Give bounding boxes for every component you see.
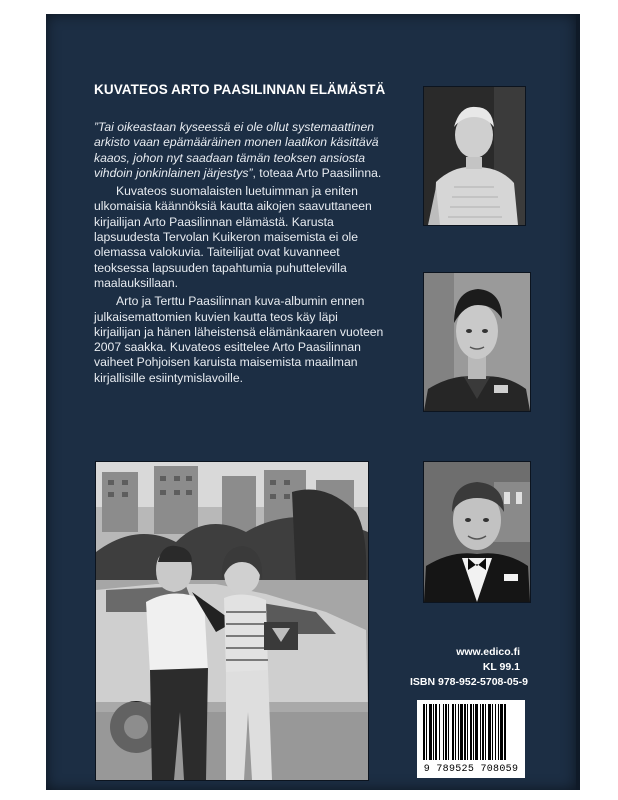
barcode-number: 9 789525 708059: [423, 764, 519, 775]
blurb-paragraph-1: [94, 120, 386, 181]
photo-young-man-uniform: [423, 272, 531, 412]
cover-blurb: [94, 120, 386, 389]
library-class: KL 99.1: [482, 661, 520, 673]
publisher-website: www.edico.fi: [456, 646, 520, 658]
blurb-quote: ”Tai oikeastaan kyseessä ei ole ollut systemaattinen arkisto vaan epämääräinen monen laatikon käsittävä kaaos, johon nyt saadaan tämän teoksen ansiosta vihdoin jonkinlainen järjestys”: [94, 120, 379, 180]
isbn: ISBN 978-952-5708-05-9: [410, 676, 528, 688]
isbn-barcode: [417, 700, 525, 778]
barcode-bars: [417, 700, 525, 762]
blurb-paragraph-2: Kuvateos suomalaisten luetuimman ja eniten ulkomaisia käännöksiä kautta aikojen saavuttaneen kirjailijan Arto Paasilinnan elämästä. Karusta lapsuudesta Tervolan Kuikeron maisemista ei ole olemassa valokuvia. Taiteilijat ovat kuvanneet teoksessa lapsuuden tapahtumia puhuttelevilla maalauksillaan.: [94, 184, 372, 290]
photo-older-man-tuxedo: [423, 461, 531, 603]
photo-child-portrait: [423, 86, 526, 226]
publisher-info: [410, 645, 528, 690]
blurb-quote-attribution: , toteaa Arto Paasilinna.: [252, 165, 382, 180]
photo-couple-with-car: [95, 461, 369, 781]
cover-title: KUVATEOS ARTO PAASILINNAN ELÄMÄSTÄ: [94, 82, 386, 97]
blurb-paragraph-3: Arto ja Terttu Paasilinnan kuva-albumin ennen julkaisemattomien kuvien kautta teos käy läpi kirjailijan ja hänen läheistensä elämänkaaren vuoteen 2007 saakka. Kuvateos esittelee Arto Paasilinnan vaiheet Pohjoisen karuista maisemista maailman kirjallisille esiintymislavoille.: [94, 294, 384, 385]
